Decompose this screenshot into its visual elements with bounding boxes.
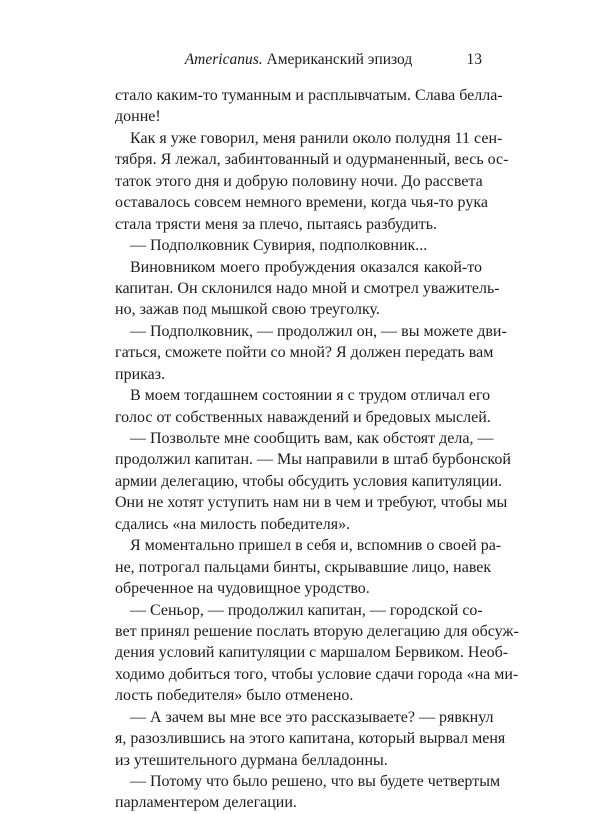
text-line: — Потому что было решено, что вы будете четвертым [130, 773, 501, 790]
text-line: оставалось совсем немного времени, когда чья-то рука [115, 194, 488, 212]
text-line: донне! [115, 108, 161, 126]
text-line: голос от собственных наваждений и бредовых мыслей. [115, 408, 491, 426]
text-line: но, зажав под мышкой свою треуголку. [115, 301, 380, 319]
text-line: армии делегацию, чтобы обсудить условия капитуляции. [115, 472, 503, 490]
text-line: Я моментально пришел в себя и, вспомнив о своей ра- [130, 537, 502, 555]
text-line: В моем тогдашнем состоянии я с трудом отличал его [130, 387, 491, 405]
page-number: 13 [466, 51, 482, 68]
text-line: тября. Я лежал, забинтованный и одурманенный, весь ос- [115, 151, 509, 169]
text-line: — Подполковник Сувирия, подполковник... [130, 237, 428, 255]
text-line: из утешительного дурмана белладонны. [115, 751, 388, 769]
text-line: стало каким-то туманным и расплывчатым. Слава белла- [115, 87, 503, 104]
text-line: — Сеньор, — продолжил капитан, — городской со- [130, 601, 483, 619]
header-chapter-title: Американский эпизод [266, 51, 413, 68]
text-line: обреченное на чудовищное уродство. [115, 580, 370, 598]
text-line: парламентером делегации. [115, 794, 297, 812]
body-text [115, 85, 519, 814]
text-line: Виновником моего пробуждения оказался какой-то [130, 258, 482, 276]
text-line: я, разозлившись на этого капитана, который вырвал меня [115, 730, 506, 748]
text-line: Они не хотят уступить нам ни в чем и требуют, чтобы мы [115, 494, 508, 512]
text-line: гаться, сможете пойти со мной? Я должен передать вам [115, 344, 494, 362]
text-line: — Позвольте мне сообщить вам, как обстоят дела, — [130, 430, 494, 447]
text-line: вет принял решение послать вторую делегацию для обсуж- [115, 622, 519, 640]
text-line: таток этого дня и добрую половину ночи. До рассвета [115, 172, 483, 190]
text-line: стала трясти меня за плечо, пытаясь разбудить. [115, 215, 437, 233]
text-line: — А зачем вы мне все это рассказываете? — рявкнул [130, 708, 494, 726]
text-line: сдались «на милость победителя». [115, 515, 351, 533]
header-book-title: Americanus. [184, 51, 263, 68]
running-header [115, 49, 482, 71]
header-title [115, 49, 482, 71]
text-line: не, потрогал пальцами бинты, скрывавшие лицо, навек [115, 558, 492, 576]
text-line: приказ. [115, 365, 166, 383]
text-line: капитан. Он склонился надо мной и смотрел уважитель- [115, 279, 500, 297]
text-line: продолжил капитан. — Мы направили в штаб бурбонской [115, 451, 511, 469]
text-line: ходимо добиться того, чтобы условие сдачи города «на ми- [115, 665, 519, 683]
text-line: лость победителя» было отменено. [115, 687, 354, 705]
text-line: Как я уже говорил, меня ранили около полудня 11 сен- [130, 129, 503, 147]
text-line: дения условий капитуляции с маршалом Бервиком. Необ- [115, 644, 509, 662]
text-line: — Подполковник, — продолжил он, — вы можете дви- [130, 322, 507, 340]
